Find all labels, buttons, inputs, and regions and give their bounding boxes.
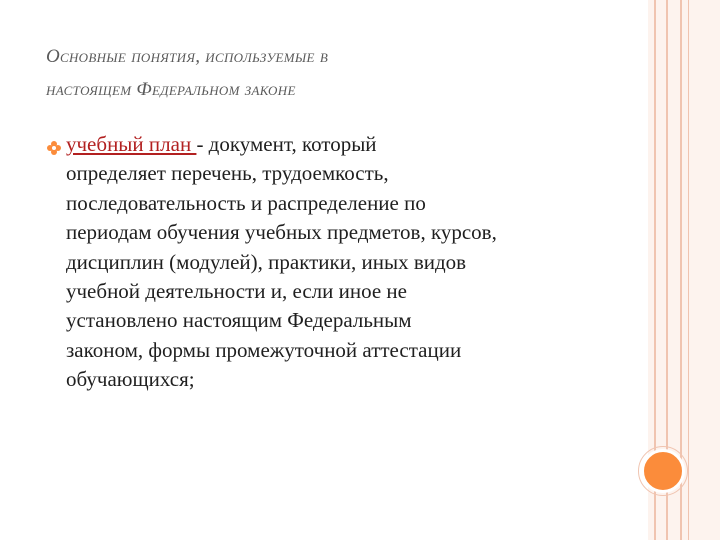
title-line-1: Основные понятия, используемые в bbox=[46, 46, 329, 67]
definition-line: определяет перечень, трудоемкость, bbox=[66, 161, 389, 186]
slide-title bbox=[46, 40, 636, 106]
definition-text bbox=[66, 130, 632, 395]
title-line-2: настоящем Федеральном законе bbox=[46, 79, 296, 100]
definition-first-line bbox=[66, 130, 632, 159]
definition-line: установлено настоящим Федеральным bbox=[66, 308, 412, 333]
definition-line: последовательность и распределение по bbox=[66, 190, 426, 215]
decorative-orange-circle bbox=[641, 449, 685, 493]
definition-line: периодам обучения учебных предметов, курсов, bbox=[66, 220, 497, 245]
defined-term: учебный план bbox=[66, 132, 197, 156]
definition-line: дисциплин (модулей), практики, иных видов bbox=[66, 249, 467, 274]
definition-first-line-rest: - документ, который bbox=[196, 132, 377, 156]
definition-line: обучающихся; bbox=[66, 367, 195, 392]
definition-line: законом, формы промежуточной аттестации bbox=[66, 337, 462, 362]
flower-bullet-icon bbox=[47, 141, 61, 155]
decorative-rail-line bbox=[688, 0, 689, 540]
definition-line: учебной деятельности и, если иное не bbox=[66, 279, 407, 304]
